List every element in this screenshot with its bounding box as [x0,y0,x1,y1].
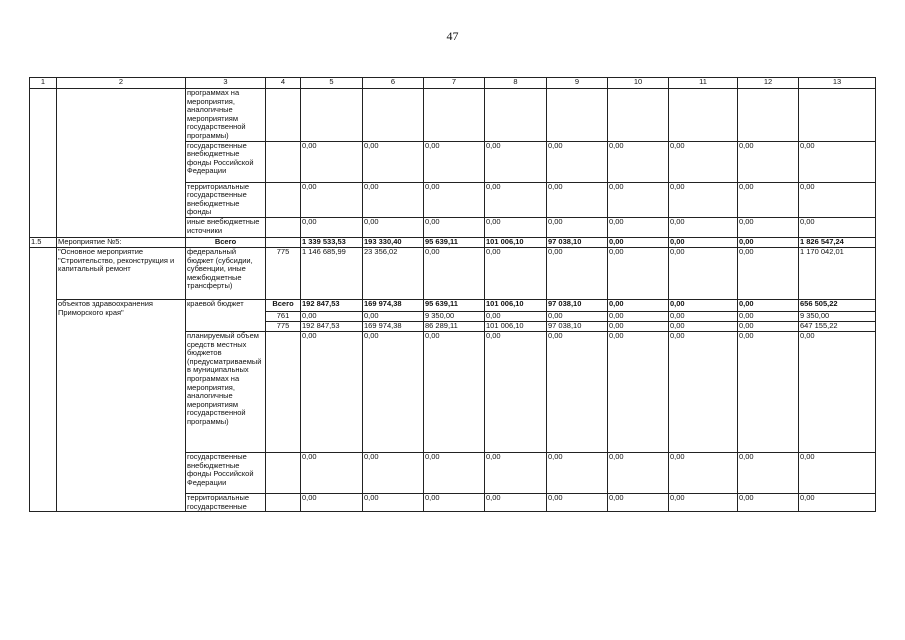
table-cell [485,89,547,142]
value-cell: 0,00 [363,493,424,511]
header-cell: 4 [266,78,301,89]
value-cell: 0,00 [738,299,799,311]
code-cell: 775 [266,247,301,299]
header-cell: 7 [424,78,485,89]
value-cell: 0,00 [547,493,608,511]
value-cell: 0,00 [424,331,485,452]
value-cell: 0,00 [301,217,363,237]
code-cell [266,493,301,511]
code-cell: 775 [266,321,301,331]
value-cell: 0,00 [738,452,799,493]
value-cell: 0,00 [608,493,669,511]
measure-name-cell: Мероприятие №5: [57,237,186,247]
value-cell: 0,00 [738,182,799,217]
measure-name-cell: объектов здравоохранения Приморского края" [57,299,186,511]
value-cell: 0,00 [608,331,669,452]
value-cell: 0,00 [363,331,424,452]
table-cell [738,89,799,142]
funding-source-cell: федеральный бюджет (субсидии, субвенции, иные межбюджетные трансферты) [186,247,266,299]
table-cell [669,89,738,142]
row-number-cell: 1.5 [30,237,57,247]
budget-table [29,77,876,512]
header-row [30,78,876,89]
value-cell: 0,00 [547,311,608,321]
value-cell: 9 350,00 [424,311,485,321]
table-cell [547,89,608,142]
value-cell: 0,00 [485,182,547,217]
table-cell [30,89,57,238]
value-cell: 0,00 [608,299,669,311]
value-cell: 0,00 [485,247,547,299]
value-cell: 9 350,00 [799,311,876,321]
value-cell: 0,00 [799,217,876,237]
value-cell: 0,00 [424,217,485,237]
value-cell: 0,00 [799,493,876,511]
funding-source-cell: Всего [186,237,266,247]
value-cell: 0,00 [669,493,738,511]
value-cell: 23 356,02 [363,247,424,299]
code-cell [266,452,301,493]
value-cell: 0,00 [738,331,799,452]
funding-source-cell: планируемый объем средств местных бюджетов (предусматриваемый в муниципальных программах на мероприятия, аналогичные мероприятиям государственной программы) [186,331,266,452]
value-cell: 101 006,10 [485,321,547,331]
value-cell: 0,00 [669,141,738,182]
value-cell: 97 038,10 [547,237,608,247]
value-cell: 101 006,10 [485,299,547,311]
table-cell [608,89,669,142]
value-cell: 0,00 [608,182,669,217]
value-cell: 0,00 [608,311,669,321]
value-cell: 0,00 [547,217,608,237]
value-cell: 0,00 [485,311,547,321]
value-cell: 0,00 [301,452,363,493]
value-cell: 0,00 [738,141,799,182]
table-cell [799,89,876,142]
code-cell [266,217,301,237]
value-cell: 95 639,11 [424,299,485,311]
header-cell: 8 [485,78,547,89]
value-cell: 0,00 [301,141,363,182]
code-cell [266,331,301,452]
value-cell: 0,00 [799,452,876,493]
value-cell: 1 146 685,99 [301,247,363,299]
header-cell: 12 [738,78,799,89]
funding-source-cell: иные внебюджетные источники [186,217,266,237]
value-cell: 97 038,10 [547,321,608,331]
value-cell: 0,00 [608,247,669,299]
table-cell [30,247,57,511]
code-cell: 761 [266,311,301,321]
value-cell: 0,00 [799,182,876,217]
value-cell: 0,00 [669,311,738,321]
value-cell: 0,00 [608,141,669,182]
value-cell: 1 170 042,01 [799,247,876,299]
value-cell: 169 974,38 [363,321,424,331]
value-cell: 0,00 [738,493,799,511]
value-cell: 0,00 [608,237,669,247]
value-cell: 0,00 [485,331,547,452]
page-number: 47 [446,29,459,43]
value-cell: 0,00 [738,321,799,331]
funding-source-cell: государственные внебюджетные фонды Российской Федерации [186,141,266,182]
table-cell [424,89,485,142]
header-cell: 2 [57,78,186,89]
value-cell: 101 006,10 [485,237,547,247]
measure-name-cell: "Основное мероприятие "Строительство, реконструкция и капитальный ремонт [57,247,186,299]
table-cell [363,89,424,142]
value-cell: 0,00 [424,182,485,217]
value-cell: 0,00 [738,311,799,321]
table-row [30,89,876,142]
value-cell: 0,00 [301,182,363,217]
value-cell: 0,00 [669,247,738,299]
header-cell: 1 [30,78,57,89]
value-cell: 95 639,11 [424,237,485,247]
value-cell: 0,00 [669,182,738,217]
value-cell: 0,00 [547,247,608,299]
table-cell [301,89,363,142]
value-cell: 0,00 [669,321,738,331]
value-cell: 0,00 [363,182,424,217]
value-cell: 0,00 [669,217,738,237]
value-cell: 0,00 [363,452,424,493]
value-cell: 0,00 [485,493,547,511]
value-cell: 0,00 [363,217,424,237]
value-cell: 1 826 547,24 [799,237,876,247]
value-cell: 86 289,11 [424,321,485,331]
funding-source-cell: государственные внебюджетные фонды Российской Федерации [186,452,266,493]
value-cell: 0,00 [485,141,547,182]
table-row [30,237,876,247]
header-cell: 6 [363,78,424,89]
value-cell: 0,00 [424,493,485,511]
value-cell: 97 038,10 [547,299,608,311]
value-cell: 0,00 [799,331,876,452]
code-cell [266,182,301,217]
value-cell: 0,00 [669,452,738,493]
value-cell: 0,00 [301,311,363,321]
code-cell: Всего [266,299,301,311]
value-cell: 0,00 [424,141,485,182]
header-cell: 3 [186,78,266,89]
value-cell: 0,00 [608,452,669,493]
value-cell: 0,00 [424,452,485,493]
value-cell: 0,00 [363,311,424,321]
value-cell: 0,00 [547,331,608,452]
header-cell: 11 [669,78,738,89]
value-cell: 192 847,53 [301,299,363,311]
header-cell: 10 [608,78,669,89]
value-cell: 0,00 [738,247,799,299]
value-cell: 0,00 [485,452,547,493]
value-cell: 0,00 [301,331,363,452]
value-cell: 0,00 [669,299,738,311]
value-cell: 169 974,38 [363,299,424,311]
value-cell: 0,00 [669,331,738,452]
funding-source-cell: территориальные государственные [186,493,266,511]
value-cell: 0,00 [301,493,363,511]
value-cell: 0,00 [608,321,669,331]
table-row [30,299,876,311]
value-cell: 0,00 [424,247,485,299]
value-cell: 0,00 [608,217,669,237]
header-cell: 9 [547,78,608,89]
header-cell: 5 [301,78,363,89]
value-cell: 0,00 [738,237,799,247]
value-cell: 192 847,53 [301,321,363,331]
value-cell: 656 505,22 [799,299,876,311]
code-cell [266,237,301,247]
code-cell [266,141,301,182]
table-cell [266,89,301,142]
value-cell: 0,00 [669,237,738,247]
funding-source-cell: территориальные государственные внебюджетные фонды [186,182,266,217]
value-cell: 0,00 [363,141,424,182]
value-cell: 647 155,22 [799,321,876,331]
value-cell: 0,00 [738,217,799,237]
table-cell [57,89,186,238]
header-cell: 13 [799,78,876,89]
value-cell: 0,00 [547,141,608,182]
table-row [30,247,876,299]
funding-source-cell: краевой бюджет [186,299,266,331]
value-cell: 0,00 [799,141,876,182]
value-cell: 193 330,40 [363,237,424,247]
funding-source-cell: программах на мероприятия, аналогичные мероприятиям государственной программы) [186,89,266,142]
value-cell: 0,00 [547,452,608,493]
value-cell: 0,00 [485,217,547,237]
value-cell: 1 339 533,53 [301,237,363,247]
value-cell: 0,00 [547,182,608,217]
